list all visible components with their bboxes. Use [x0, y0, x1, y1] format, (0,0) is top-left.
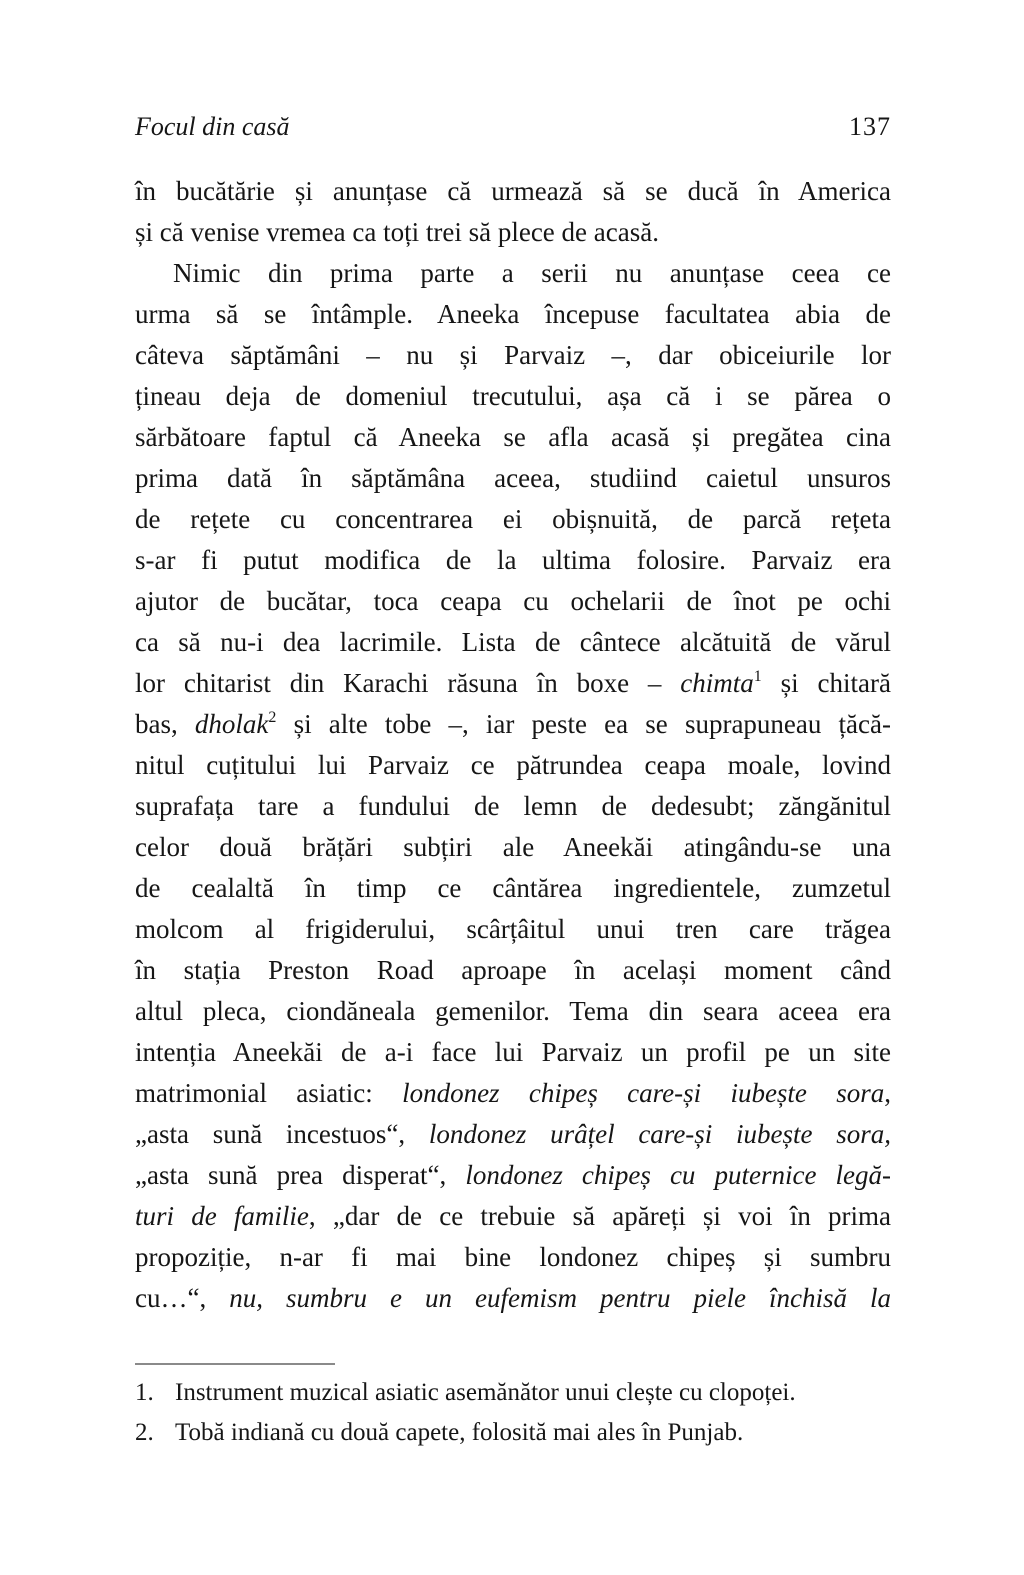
running-head: Focul din casă — [135, 112, 290, 141]
footnotes — [135, 1373, 891, 1453]
footnote-number: 1. — [135, 1379, 154, 1406]
text-line: „asta sună incestuos“, londonez urâțel care-și iubește sora, — [135, 1119, 892, 1149]
text-line: Nimic din prima parte a serii nu anunțase ceea ce — [173, 258, 891, 288]
text-line: ca să nu-i dea lacrimile. Lista de cântece alcătuită de vărul — [135, 627, 891, 657]
text-line: prima dată în săptămâna aceea, studiind caietul unsuros — [135, 463, 891, 493]
text-line: urma să se întâmple. Aneeka începuse facultatea abia de — [135, 299, 891, 329]
page-header — [135, 112, 891, 142]
text-line: celor două brățări subțiri ale Aneekăi atingându-se una — [135, 832, 891, 862]
text-line: în stația Preston Road aproape în același moment când — [135, 955, 891, 985]
text-line: lor chitarist din Karachi răsuna în boxe – chimta$^1$ și chitară — [135, 668, 891, 698]
text-line: ajutor de bucătar, toca ceapa cu ochelarii de înot pe ochi — [135, 586, 891, 616]
footnote-text: Instrument muzical asiatic asemănător unui clește cu clopoței. — [175, 1379, 796, 1406]
footnote — [135, 1373, 891, 1413]
text-line: altul pleca, ciondăneala gemenilor. Tema din seara aceea era — [135, 996, 891, 1026]
text-line: matrimonial asiatic: londonez chipeș care-și iubește sora, — [135, 1078, 891, 1108]
text-line: turi de familie, „dar de ce trebuie să apăreți și voi în prima — [135, 1201, 891, 1231]
text-line: cu…“, nu, sumbru e un eufemism pentru piele închisă la — [135, 1283, 891, 1313]
text-line: câteva săptămâni – nu și Parvaiz –, dar obiceiurile lor — [135, 340, 891, 370]
text-line: în bucătărie și anunțase că urmează să se ducă în America — [135, 176, 891, 206]
text-line: și că venise vremea ca toți trei să plece de acasă. — [135, 217, 659, 247]
text-line: țineau deja de domeniul trecutului, așa că i se părea o — [135, 381, 891, 411]
footnote-number: 2. — [135, 1419, 154, 1446]
text-line: bas, dholak$^2$ și alte tobe –, iar peste ea se suprapuneau țăcă- — [135, 709, 891, 739]
text-line: molcom al frigiderului, scârțâitul unui tren care trăgea — [135, 914, 891, 944]
text-line: sărbătoare faptul că Aneeka se afla acasă și pregătea cina — [135, 422, 891, 452]
text-line: s-ar fi putut modifica de la ultima folosire. Parvaiz era — [135, 545, 891, 575]
footnote-separator — [135, 1363, 335, 1365]
footnote — [135, 1413, 891, 1453]
text-line: de rețete cu concentrarea ei obișnuită, de parcă rețeta — [135, 504, 891, 534]
text-line: de cealaltă în timp ce cântărea ingredientele, zumzetul — [135, 873, 891, 903]
text-line: „asta sună prea disperat“, londonez chipeș cu puternice legă- — [135, 1160, 891, 1190]
text-line: suprafața tare a fundului de lemn de dedesubt; zăngănitul — [135, 791, 891, 821]
body-text — [135, 171, 891, 1319]
footnote-text: Tobă indiană cu două capete, folosită mai ales în Punjab. — [175, 1419, 744, 1446]
page-number: 137 — [849, 112, 891, 141]
text-line: intenția Aneekăi de a-i face lui Parvaiz un profil pe un site — [135, 1037, 891, 1067]
text-line: nitul cuțitului lui Parvaiz ce pătrundea ceapa moale, lovind — [135, 750, 891, 780]
text-line: propoziție, n-ar fi mai bine londonez chipeș și sumbru — [135, 1242, 891, 1272]
